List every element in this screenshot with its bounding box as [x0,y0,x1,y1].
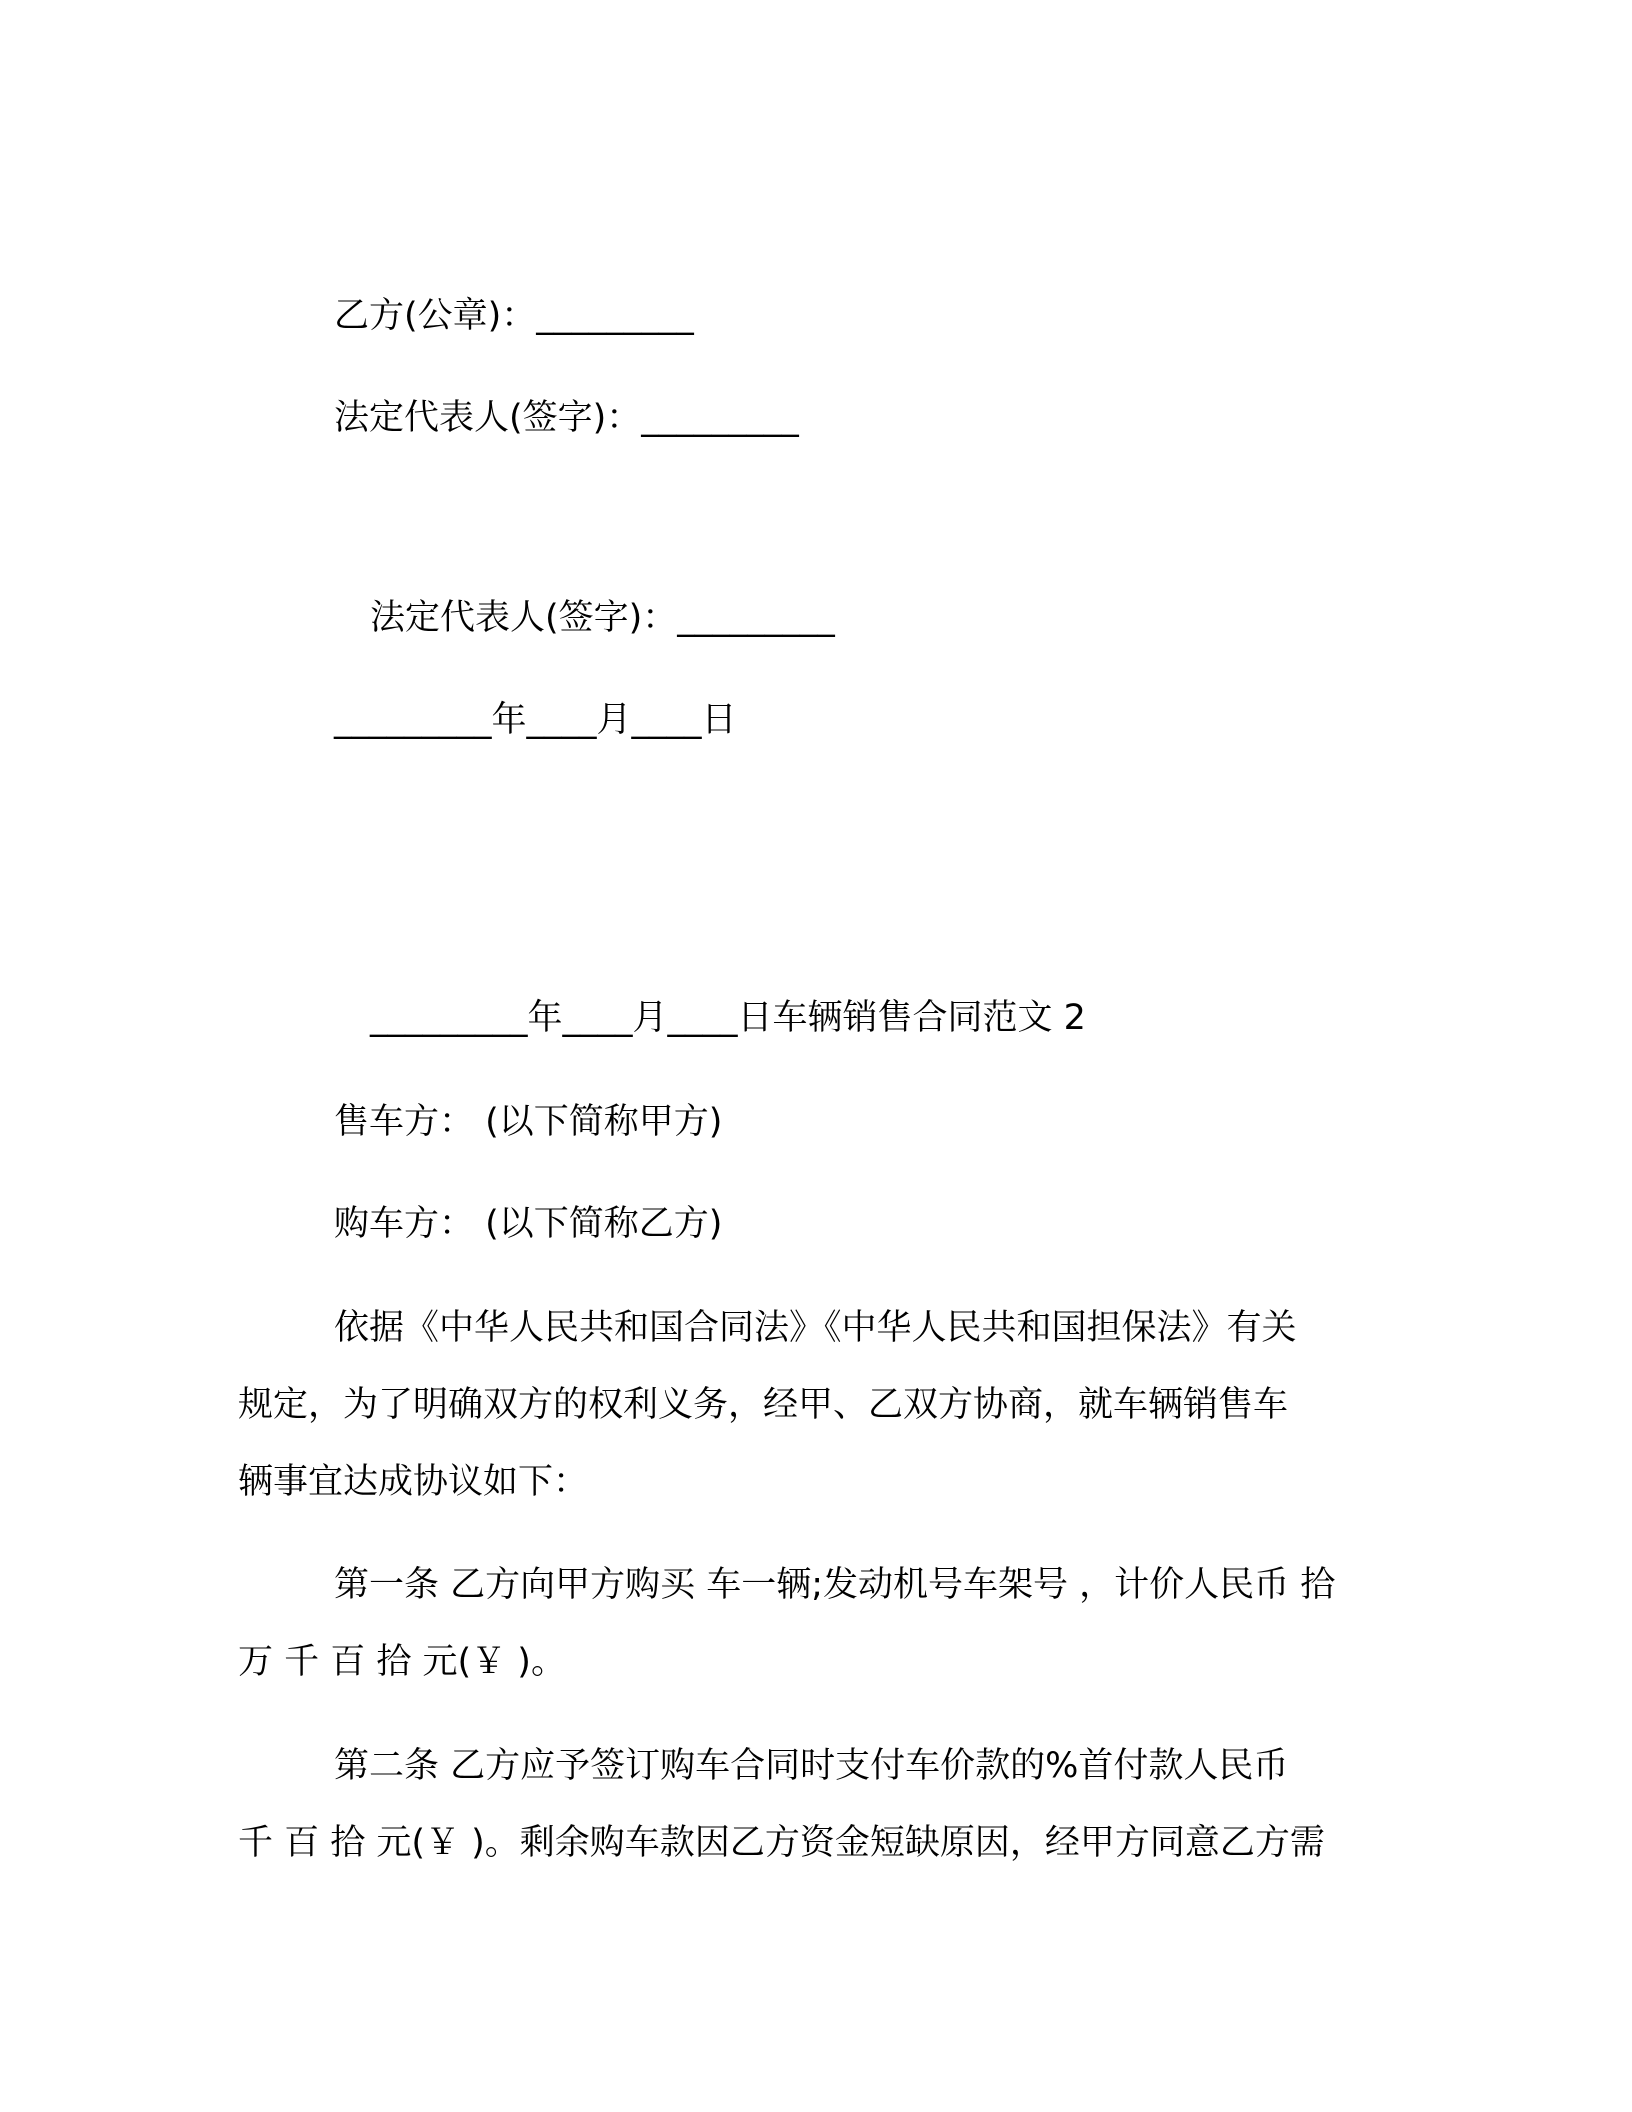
contract-title: _________年____月____日车辆销售合同范文 2 [370,998,1086,1038]
article-1-line-2: 万 千 百 拾 元(￥ )。 [238,1642,566,1682]
seller-line: 售车方： (以下简称甲方) [334,1102,723,1142]
party-b-seal-line: 乙方(公章)：_________ [334,296,694,336]
article-2-line-2: 千 百 拾 元(￥ )。剩余购车款因乙方资金短缺原因，经甲方同意乙方需 [238,1823,1325,1863]
legal-rep-signature-line: 法定代表人(签字)：_________ [370,598,835,638]
preamble-line-3: 辆事宜达成协议如下： [238,1462,589,1502]
preamble-line-2: 规定，为了明确双方的权利义务，经甲、乙双方协商，就车辆销售车 [238,1385,1289,1425]
sign-date-line: _________年____月____日 [334,700,737,740]
party-b-legal-rep-line: 法定代表人(签字)：_________ [334,398,799,438]
article-1-line-1: 第一条 乙方向甲方购买 车一辆;发动机号车架号 ，计价人民币 拾 [334,1565,1336,1605]
preamble-line-1: 依据《中华人民共和国合同法》《中华人民共和国担保法》有关 [334,1308,1297,1348]
buyer-line: 购车方： (以下简称乙方) [334,1204,723,1244]
article-2-line-1: 第二条 乙方应予签订购车合同时支付车价款的%首付款人民币 [334,1746,1289,1786]
